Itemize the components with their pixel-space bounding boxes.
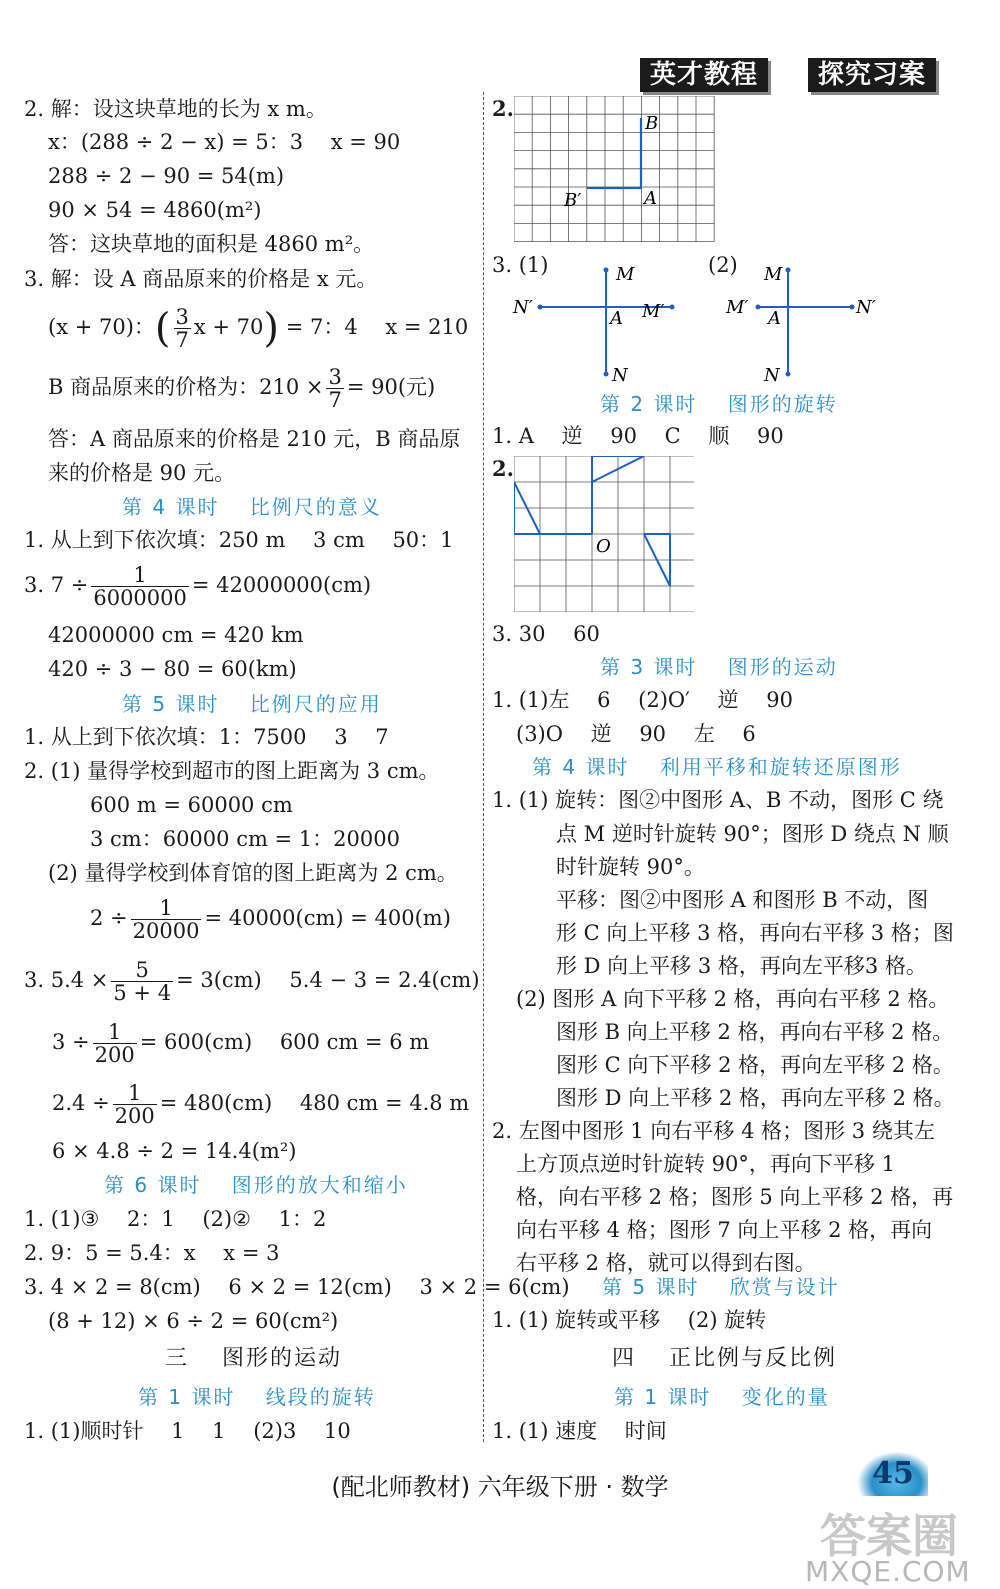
lesson-5-q2-e [90,896,451,942]
fraction [113,1082,157,1127]
lesson-4-q1-e: 形 C 向上平移 3 格，再向右平移 3 格；图 [556,921,954,945]
fraction [174,306,191,351]
fraction [131,897,202,942]
denominator: 5 + 4 [113,981,172,1005]
lesson-4-q2-b: 上方顶点逆时针旋转 90°，再向下平移 1 [516,1152,895,1176]
fraction [326,366,343,411]
q3c-prefix: 2.4 ÷ [52,1091,110,1115]
unit-3-lesson-1-q1: 1. (1)顺时针 1 1 (2)3 10 [24,1419,351,1443]
label-a: A [768,308,781,329]
lesson-2-q2-label: 2. [492,456,514,481]
open-paren: ( [154,305,171,352]
lesson-4-q1-b: 点 M 逆时针旋转 90°；图形 D 绕点 N 顺 [556,822,949,846]
q3-suffix: = 42000000(cm) [191,573,372,597]
point-m [604,268,609,273]
point-n [604,372,609,377]
eq-part-c: = 7：4 x = 210 [285,315,469,339]
point-n-prime [850,305,855,310]
lesson-5-q2-b: 600 m = 60000 cm [90,793,293,817]
label-m: M [616,264,635,285]
q3-prefix: 3. 7 ÷ [24,573,89,597]
lesson-3-q1-b: (3)O 逆 90 左 6 [516,722,756,746]
label-n: N [612,365,628,386]
page-number: 45 [858,1452,928,1496]
lesson-6-q2: 2. 9：5 = 5.4：x x = 3 [24,1241,280,1265]
numerator: 1 [131,897,202,920]
center-o-label: O [596,536,611,557]
unit-4-lesson-1-q1: 1. (1) 速度 时间 [492,1419,667,1443]
q3b-suffix: = 600(cm) 600 cm = 6 m [139,1030,430,1054]
lesson-5-q1: 1. 从上到下依次填：1：7500 3 7 [24,725,389,749]
section-heading-lesson-5: 第 5 课时 欣赏与设计 [602,1275,840,1299]
numerator: 1 [93,1021,137,1044]
problem-2-line-3: 90 × 54 = 4860(m²) [48,198,262,222]
unit-4-lesson-1-heading: 第 1 课时 变化的量 [614,1385,830,1409]
lesson-3-q1: 1. (1)左 6 (2)O′ 逆 90 [492,688,793,712]
fraction [91,564,189,609]
point-m [786,268,791,273]
label-m-prime: M′ [642,301,665,322]
section-heading-lesson-5: 第 5 课时 比例尺的应用 [122,692,382,716]
lesson-5-q3 [24,958,480,1004]
lesson-4-q1-a: 1. (1) 旋转：图②中图形 A、B 不动，图形 C 绕 [492,788,944,812]
q3-prefix: 3. 5.4 × [24,968,109,992]
q2e-prefix: 2 ÷ [90,906,128,930]
lesson-4-q1-h: 图形 B 向上平移 2 格，再向右平移 2 格。 [556,1020,954,1044]
lesson-4-q2-c: 格，向右平移 2 格；图形 5 向上平移 2 格，再 [516,1185,954,1209]
lesson-4-q2-d: 向右平移 4 格；图形 7 向上平移 2 格，再向 [516,1218,933,1242]
grid-lines [514,96,714,242]
lesson-5-q3-d: 6 × 4.8 ÷ 2 = 14.4(m²) [52,1139,297,1163]
section-heading-lesson-4: 第 4 课时 利用平移和旋转还原图形 [532,755,902,779]
lesson-5-q2-d: (2) 量得学校到体育馆的图上距离为 2 cm。 [48,861,458,885]
right-q2-label: 2. [492,96,514,121]
fraction [93,1021,137,1066]
lesson-5-q1: 1. (1) 旋转或平移 (2) 旋转 [492,1308,767,1332]
lesson-6-q3-b: (8 + 12) × 6 ÷ 2 = 60(cm²) [48,1309,339,1333]
q3b-prefix: 3 ÷ [52,1030,90,1054]
label-n-prime: N′ [513,297,533,318]
fraction [111,959,173,1004]
numerator: 5 [111,959,173,982]
problem-3-answer-2: 来的价格是 90 元。 [48,461,236,485]
lesson-2-q1: 1. A 逆 90 C 顺 90 [492,424,784,448]
lesson-6-q3: 3. 4 × 2 = 8(cm) 6 × 2 = 12(cm) 3 × 2 = 6(cm) [24,1275,570,1299]
point-n [786,372,791,377]
denominator: 7 [328,388,342,412]
grid-figure-1 [514,96,716,242]
cross-figure-2 [722,262,892,386]
denominator: 20000 [132,919,200,943]
lesson-4-q3-line-3: 420 ÷ 3 − 80 = 60(km) [48,657,297,681]
b-price-prefix: B 商品原来的价格为：210 × [48,375,324,399]
right-q3-label: 3. (1) [492,253,549,277]
b-price-suffix: = 90(元) [346,375,436,399]
lesson-5-q3-b [52,1020,429,1066]
denominator: 200 [94,1043,135,1067]
unit-3-heading: 三 图形的运动 [165,1346,342,1371]
section-heading-lesson-4: 第 4 课时 比例尺的意义 [122,495,382,519]
numerator: 1 [91,564,189,587]
lesson-4-q2-e: 右平移 2 格，就可以得到右图。 [516,1251,816,1275]
lesson-5-q2-c: 3 cm：60000 cm = 1：20000 [90,827,400,851]
point-n-prime [538,305,543,310]
problem-3-answer-1: 答：A 商品原来的价格是 210 元，B 商品原 [48,427,461,451]
lesson-4-q1-c: 时针旋转 90°。 [556,855,705,879]
point-b-label: B [645,113,659,134]
series-title-badge: 英才教程 [640,58,768,92]
lesson-4-q1-j: 图形 D 向上平移 2 格，再向左平移 2 格。 [556,1086,955,1110]
lesson-4-q1-f: 形 D 向上平移 3 格，再向左平移3 格。 [556,954,927,978]
lesson-4-q1-i: 图形 C 向下平移 2 格，再向左平移 2 格。 [556,1053,954,1077]
right-q3-part2-label: (2) [708,253,738,277]
lesson-4-q1: 1. 从上到下依次填：250 m 3 cm 50：1 [24,528,454,552]
denominator: 6000000 [93,586,187,610]
cross-figure-1 [512,262,700,386]
close-paren: ) [263,305,280,352]
label-m-prime: M′ [726,297,749,318]
series-subtitle-badge: 探究习案 [808,58,936,92]
lesson-2-q3: 3. 30 60 [492,622,600,646]
label-a: A [610,308,623,329]
section-heading-lesson-3: 第 3 课时 图形的运动 [600,655,838,679]
point-m-prime [670,305,675,310]
lesson-6-q1: 1. (1)③ 2：1 (2)② 1：2 [24,1207,327,1231]
denominator: 200 [114,1104,155,1128]
lesson-4-q1-g: (2) 图形 A 向下平移 2 格，再向右平移 2 格。 [516,987,950,1011]
numerator: 1 [113,1082,157,1105]
section-heading-lesson-6: 第 6 课时 图形的放大和缩小 [104,1173,408,1197]
numerator: 3 [328,365,342,389]
q3-suffix: = 3(cm) 5.4 − 3 = 2.4(cm) [176,968,480,992]
lesson-5-q3-c [52,1081,469,1127]
q3c-suffix: = 480(cm) 480 cm = 4.8 m [159,1091,470,1115]
grid-figure-2 [514,456,694,612]
label-n: N [764,365,780,386]
eq-part-a: (x + 70)： [48,315,155,339]
point-b-prime-label: B′ [564,190,582,211]
label-m: M [764,264,783,285]
problem-3-b-price [48,365,435,411]
eq-part-b: x + 70 [193,315,264,339]
lesson-4-q1-d: 平移：图②中图形 A 和图形 B 不动，图 [556,888,929,912]
watermark-url: MXQE.COM [805,1555,971,1588]
problem-2-line-1: x：(288 ÷ 2 − x) = 5：3 x = 90 [48,130,401,154]
lesson-4-q3-line-2: 42000000 cm = 420 km [48,623,304,647]
problem-2-title: 2. 解：设这块草地的长为 x m。 [24,97,327,121]
section-heading-lesson-2: 第 2 课时 图形的旋转 [600,392,838,416]
problem-2-line-2: 288 ÷ 2 − 90 = 54(m) [48,164,285,188]
problem-3-equation [48,305,468,351]
lesson-5-q2-a: 2. (1) 量得学校到超市的图上距离为 3 cm。 [24,759,440,783]
label-n-prime: N′ [856,297,876,318]
problem-3-title: 3. 解：设 A 商品原来的价格是 x 元。 [24,267,378,291]
point-a-label: A [644,188,657,209]
lesson-4-q3 [24,563,371,609]
q2e-suffix: = 40000(cm) = 400(m) [204,906,451,930]
numerator: 3 [175,305,189,329]
point-m-prime [756,305,761,310]
rotated-segment [587,118,641,188]
unit-3-lesson-1-heading: 第 1 课时 线段的旋转 [138,1385,376,1409]
problem-2-answer: 答：这块草地的面积是 4860 m²。 [48,232,375,256]
lesson-4-q2-a: 2. 左图中图形 1 向右平移 4 格；图形 3 绕其左 [492,1119,935,1143]
footer-book-info: (配北师教材) 六年级下册 · 数学 [331,1473,669,1501]
denominator: 7 [175,328,189,352]
unit-4-heading: 四 正比例与反比例 [612,1346,837,1371]
column-divider [483,92,484,1442]
watermark-logo: 答案圈 [820,1509,958,1563]
